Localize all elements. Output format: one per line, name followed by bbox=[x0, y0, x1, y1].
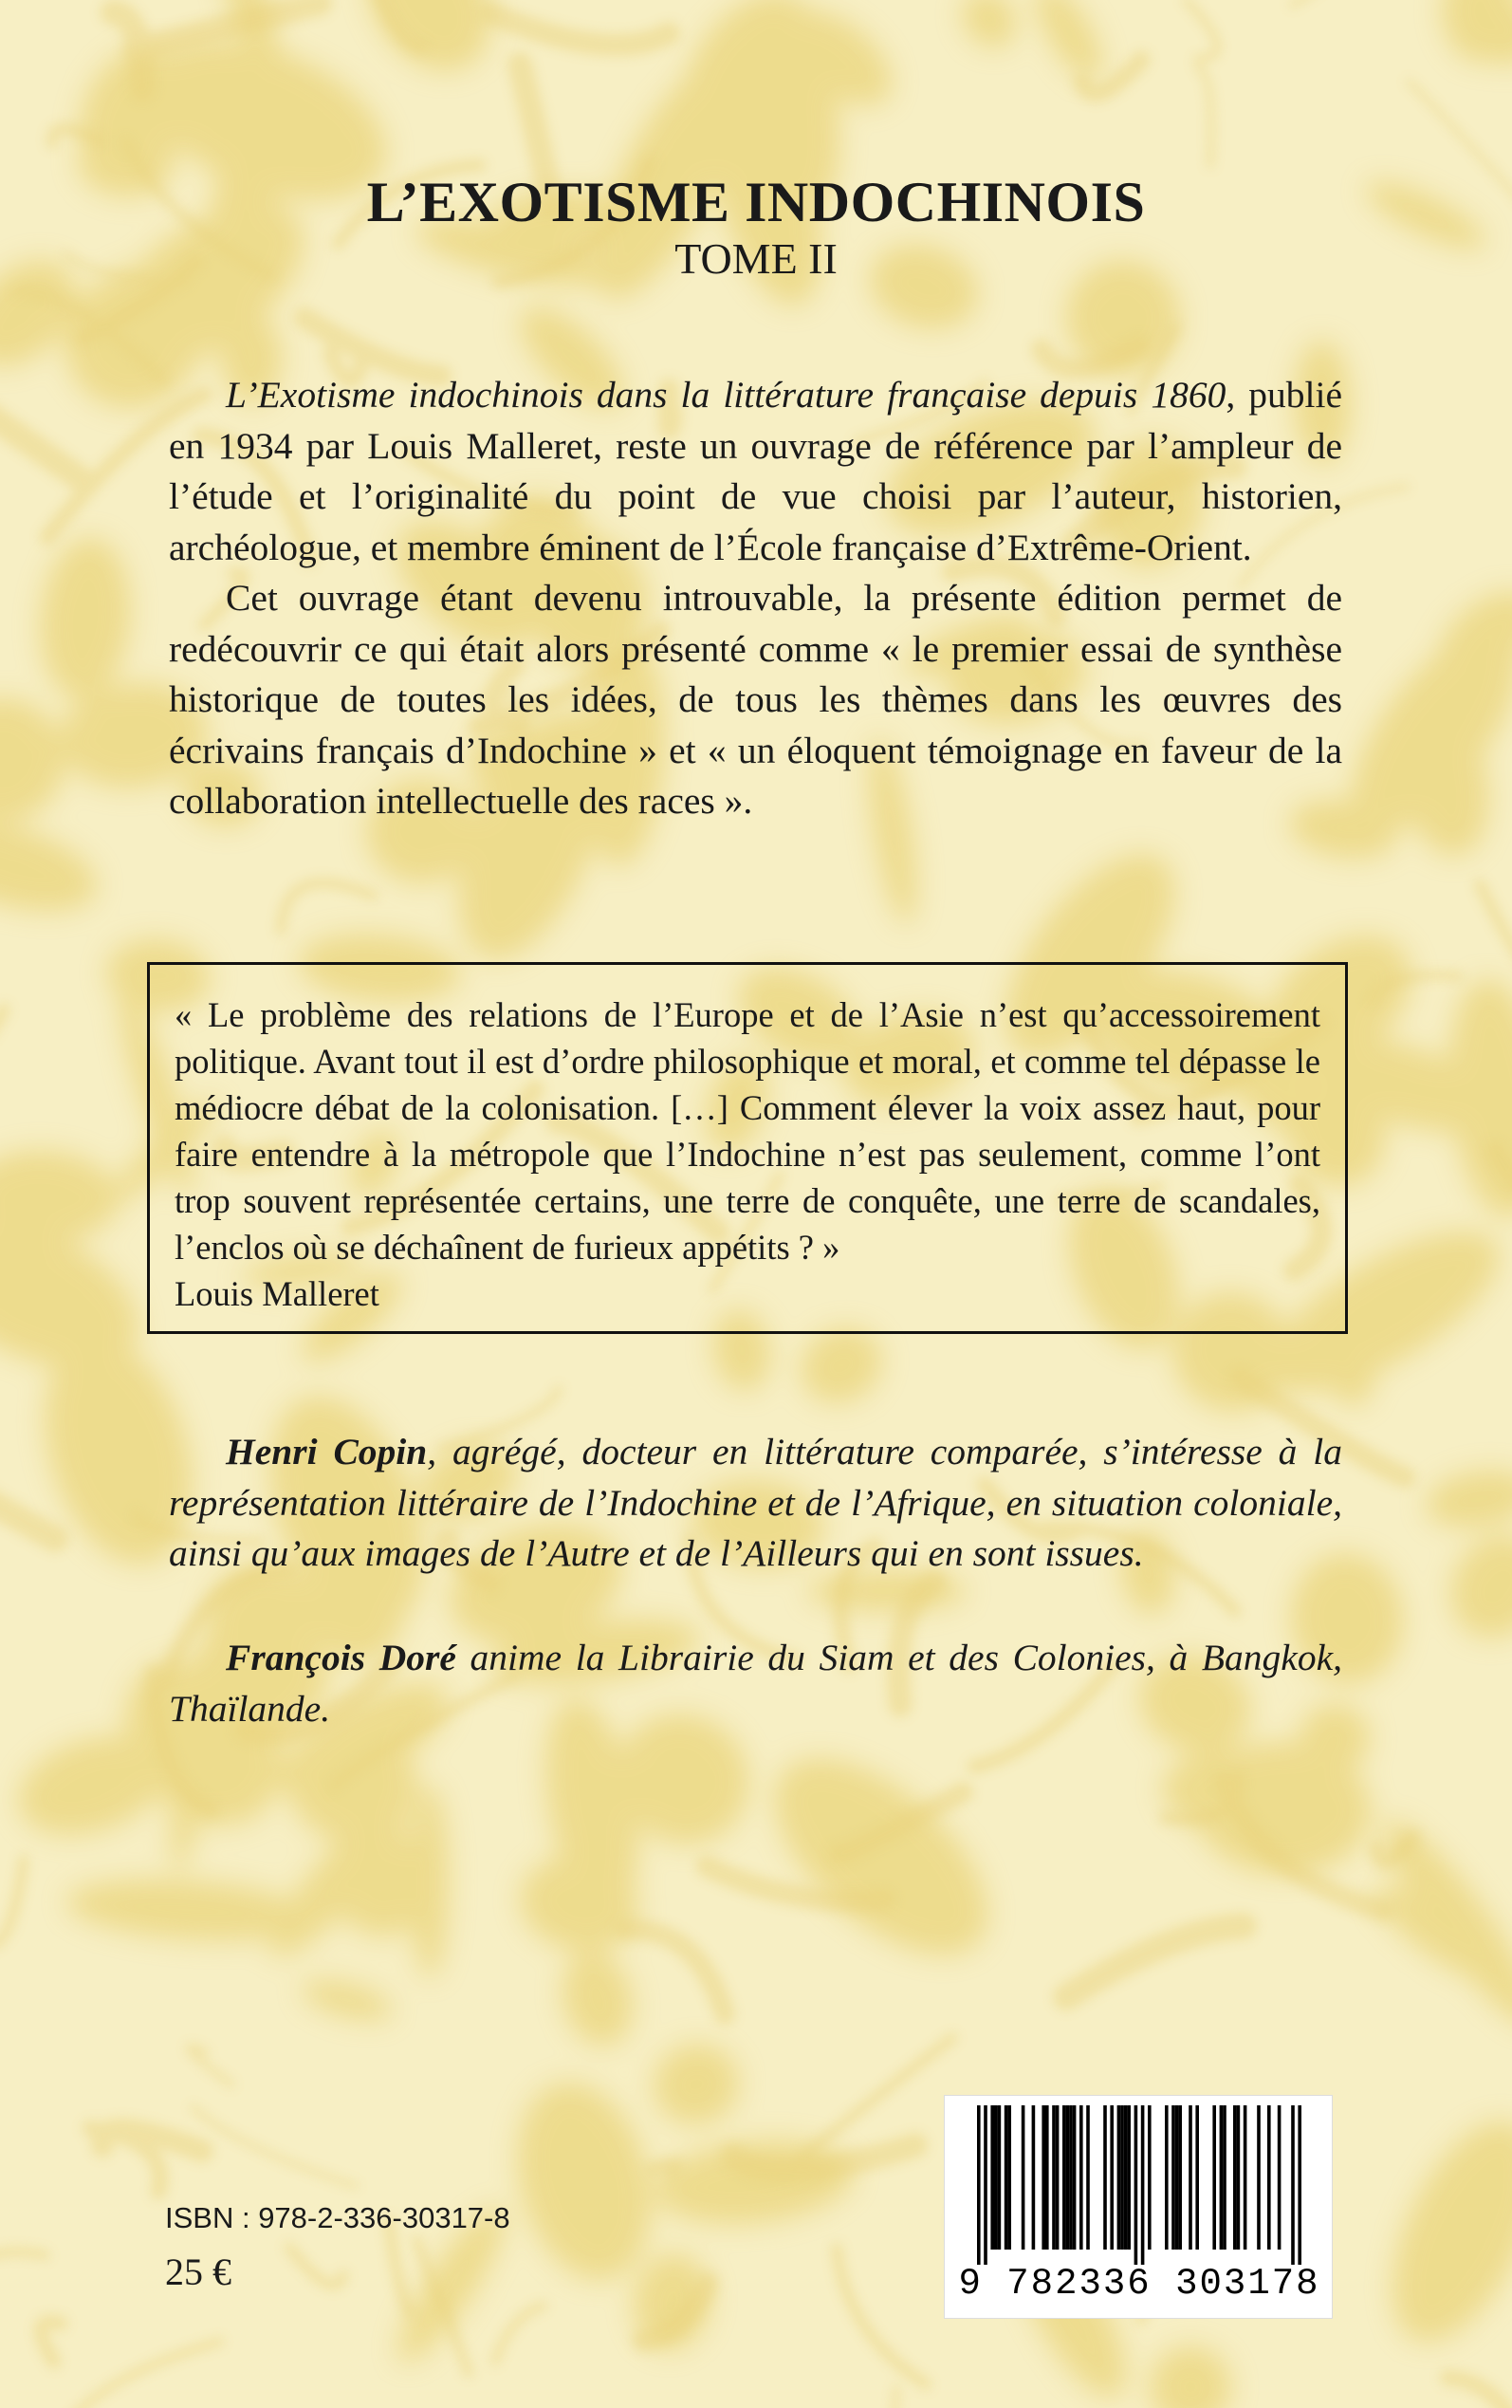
work-title-italic: L’Exotisme indochinois dans la littérature française depuis 1860 bbox=[226, 374, 1226, 416]
barcode-bar bbox=[1165, 2105, 1169, 2250]
barcode-bar bbox=[1007, 2105, 1011, 2250]
barcode-guard-bar bbox=[1291, 2105, 1295, 2265]
barcode-bar bbox=[1189, 2105, 1192, 2250]
isbn-label: ISBN : 978-2-336-30317-8 bbox=[165, 2201, 510, 2234]
barcode-bar bbox=[1062, 2105, 1066, 2250]
barcode-bar bbox=[1005, 2105, 1008, 2250]
barcode-bar bbox=[1117, 2105, 1121, 2250]
quote-author: Louis Malleret bbox=[175, 1274, 379, 1313]
barcode-bar bbox=[1223, 2105, 1226, 2250]
barcode-bar bbox=[998, 2105, 1002, 2250]
barcode-guard-bar bbox=[1298, 2105, 1301, 2265]
barcode-bar bbox=[1195, 2105, 1199, 2250]
quote-box bbox=[147, 962, 1348, 1334]
barcode-bar bbox=[1267, 2105, 1271, 2250]
book-title: L’EXOTISME INDOCHINOIS bbox=[366, 171, 1146, 233]
barcode-bar bbox=[1056, 2105, 1060, 2250]
barcode-bar bbox=[1045, 2105, 1049, 2250]
author-name-dore: François Doré bbox=[226, 1637, 456, 1678]
barcode-guard-bar bbox=[977, 2105, 981, 2265]
author-bio-copin bbox=[169, 1427, 1342, 1580]
intro-text bbox=[169, 370, 1342, 827]
barcode-bar bbox=[1237, 2105, 1241, 2250]
barcode-guard-bar bbox=[984, 2105, 987, 2265]
author-name-copin: Henri Copin bbox=[226, 1431, 428, 1473]
book-volume: TOME II bbox=[674, 234, 838, 283]
barcode-bar bbox=[1171, 2105, 1175, 2250]
barcode-bar bbox=[1079, 2105, 1083, 2250]
barcode-bar bbox=[1220, 2105, 1224, 2250]
barcode-bar bbox=[1069, 2105, 1073, 2250]
barcode-bar bbox=[1212, 2105, 1216, 2250]
intro-paragraph-2: Cet ouvrage étant devenu introuvable, la présente édition permet de redécouvrir ce qui était alors présenté comme « le premier essai de synthèse historique de toutes les idées, de tous les thèmes dans les œuvres des écrivains français d’Indochine » et « un éloquent témoignage en faveur de la collaboration intellectuelle des races ». bbox=[169, 577, 1342, 822]
barcode-bar bbox=[994, 2105, 998, 2250]
barcode-guard-bar bbox=[1141, 2105, 1145, 2265]
barcode-bar bbox=[1103, 2105, 1107, 2250]
author-bio-copin-text: , agrégé, docteur en littérature comparée, s’intéresse à la représentation littéraire de l’Indochine et de l’Afrique, en situation coloniale, ainsi qu’aux images de l’Autre et de l’Ailleurs qui en sont issues. bbox=[169, 1431, 1343, 1574]
intro-paragraph-1-text: , publié en 1934 par Louis Malleret, reste un ouvrage de référence par l’ampleur de l’étude et l’originalité du point de vue choisi par l’auteur, historien, archéologue, et membre éminent de l’École française d’Extrême-Orient. bbox=[169, 374, 1343, 568]
barcode-bar bbox=[1175, 2105, 1179, 2250]
author-bio-dore bbox=[169, 1633, 1342, 1734]
barcode-bar bbox=[1052, 2105, 1056, 2250]
barcode-bar bbox=[1233, 2105, 1237, 2250]
barcode-bar bbox=[1127, 2105, 1131, 2250]
barcode-bars bbox=[958, 2105, 1320, 2265]
barcode-guard-bar bbox=[1134, 2105, 1138, 2265]
barcode-bar bbox=[1120, 2105, 1124, 2250]
price-label: 25 € bbox=[165, 2251, 231, 2293]
intro-paragraph-1 bbox=[169, 370, 1342, 573]
barcode-bar bbox=[1257, 2105, 1261, 2250]
barcode-bar bbox=[1042, 2105, 1045, 2250]
barcode-bar bbox=[1124, 2105, 1128, 2250]
barcode-bar bbox=[1066, 2105, 1070, 2250]
barcode-bar bbox=[1178, 2105, 1182, 2250]
barcode-bar bbox=[1032, 2105, 1036, 2250]
barcode-bar bbox=[1244, 2105, 1247, 2250]
quote-text: « Le problème des relations de l’Europe et de l’Asie n’est qu’accessoirement politique. Avant tout il est d’ordre philosophique et moral, et comme tel dépasse le médiocre débat de la colonisation. […] Comment élever la voix assez haut, pour faire entendre à la métropole que l’Indochine n’est pas seulement, comme l’ont trop souvent représentée certains, une terre de conquête, une terre de scandales, l’enclos où se déchaînent de furieux appétits ? » bbox=[175, 995, 1320, 1267]
barcode-bar bbox=[1022, 2105, 1025, 2250]
barcode-bar bbox=[990, 2105, 994, 2250]
author-bio-dore-text: anime la Librairie du Siam et des Colonies, à Bangkok, Thaïlande. bbox=[169, 1637, 1342, 1730]
barcode-bar bbox=[1073, 2105, 1077, 2250]
barcode bbox=[944, 2095, 1333, 2319]
barcode-digits: 9 782336 303178 bbox=[958, 2263, 1320, 2305]
barcode-bar bbox=[1148, 2105, 1152, 2250]
barcode-bar bbox=[1278, 2105, 1282, 2250]
barcode-bar bbox=[1110, 2105, 1114, 2250]
barcode-bar bbox=[1086, 2105, 1090, 2250]
